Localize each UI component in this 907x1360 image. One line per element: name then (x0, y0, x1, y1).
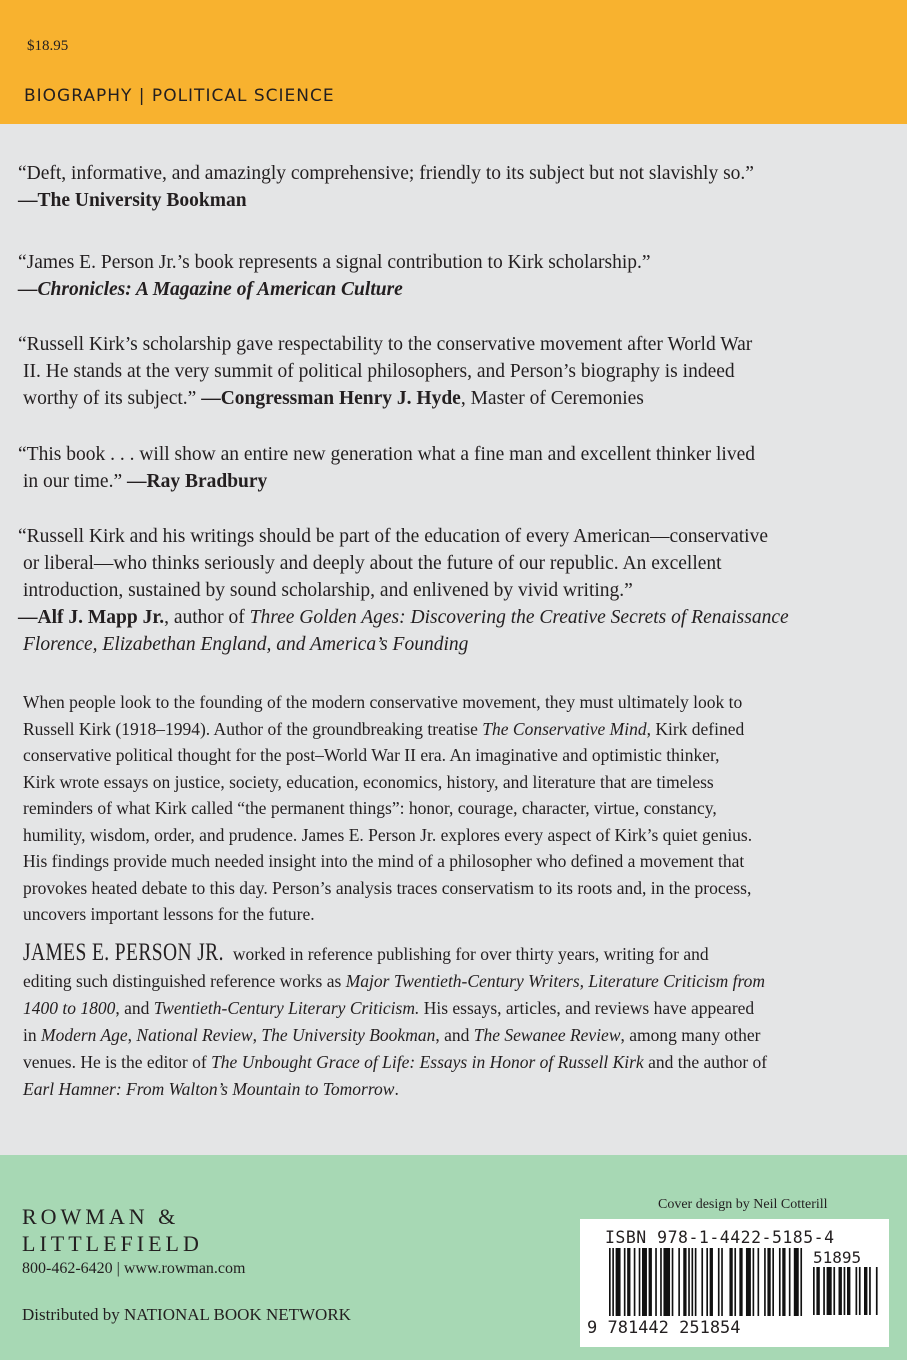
review-quote (18, 160, 754, 214)
quote-attribution: —Congressman Henry J. Hyde (201, 388, 461, 409)
bio-line: editing such distinguished reference works as (23, 971, 346, 991)
cover-credit: Cover design by Neil Cotterill (658, 1197, 828, 1212)
barcode (607, 1248, 803, 1320)
category-band (0, 0, 907, 124)
barcode-bar (655, 1248, 657, 1316)
work-title: The Unbought Grace of Life: Essays in Honor of Russell Kirk (211, 1052, 644, 1072)
barcode-bar (663, 1248, 670, 1316)
barcode-bar (833, 1267, 835, 1315)
barcode-bar (695, 1248, 697, 1316)
barcode-bar (649, 1248, 652, 1316)
quote-text: “Deft, informative, and amazingly comprehensive; friendly to its subject but not slavishly so.” (18, 163, 754, 184)
publisher-name: LITTLEFIELD (22, 1231, 203, 1256)
barcode-bar (856, 1267, 858, 1315)
barcode-bar (869, 1267, 871, 1315)
quote-attribution-role: , author of (164, 607, 250, 628)
publisher-logo (22, 1203, 203, 1257)
back-cover-content (0, 124, 907, 1155)
quote-attribution-role: , Master of Ceremonies (460, 388, 644, 409)
barcode-bar (746, 1248, 751, 1316)
barcode-bar (772, 1248, 774, 1316)
book-title: The Conservative Mind (482, 718, 647, 739)
barcode-bar (758, 1248, 760, 1316)
barcode-bar (639, 1248, 641, 1316)
description-line: provokes heated debate to this day. Person’s analysis traces conservatism to its roots and, in the process, (23, 877, 752, 898)
barcode-bar (876, 1267, 878, 1315)
barcode-bar (612, 1248, 614, 1316)
description-line: When people look to the founding of the modern conservative movement, they must ultimately look to (23, 692, 743, 712)
quote-text: II. He stands at the very summit of political philosophers, and Person’s biography is indeed (23, 361, 735, 382)
bio-line: His essays, articles, and reviews have appeared (419, 998, 755, 1018)
review-quote (18, 441, 755, 495)
author-name: JAMES E. PERSON JR. (23, 939, 224, 966)
description-line: Russell Kirk (1918–1994). Author of the groundbreaking treatise (23, 718, 483, 739)
barcode-bar (616, 1248, 621, 1316)
description-line: , Kirk defined (646, 718, 745, 739)
barcode-bar (767, 1248, 770, 1316)
barcode-bar (706, 1248, 708, 1316)
work-title: Earl Hamner: From Walton’s Mountain to Tomorrow (23, 1079, 395, 1099)
barcode-bar (729, 1248, 732, 1316)
barcode-bar (634, 1248, 636, 1316)
barcode-digits: 9 781442 251854 (587, 1318, 741, 1338)
work-title: 1400 to 1800 (23, 998, 116, 1018)
bio-line: venues. He is the editor of (23, 1052, 212, 1072)
barcode-bar (847, 1267, 850, 1315)
quote-text: “Russell Kirk’s scholarship gave respectability to the conservative movement after World War (18, 334, 753, 355)
barcode-bar (816, 1267, 819, 1315)
barcode-bar (718, 1248, 720, 1316)
quote-text: “This book . . . will show an entire new generation what a fine man and excellent thinker lived (18, 444, 755, 465)
quote-attribution: —Ray Bradbury (126, 471, 268, 492)
quote-text: “James E. Person Jr.’s book represents a signal contribution to Kirk scholarship.” (18, 252, 651, 273)
barcode-bar (753, 1248, 755, 1316)
bio-line: , and (435, 1025, 474, 1045)
barcode-bar (813, 1267, 815, 1315)
book-description (23, 689, 887, 928)
price-barcode (811, 1267, 881, 1317)
barcode-bar (609, 1248, 611, 1316)
barcode-bar (678, 1248, 680, 1316)
description-line: uncovers important lessons for the future. (23, 904, 315, 924)
publisher-name: ROWMAN & (22, 1204, 180, 1229)
barcode-bar (782, 1248, 785, 1316)
work-title: Major Twentieth-Century Writers, Literature Criticism from (345, 971, 766, 991)
category-label: BIOGRAPHY | POLITICAL SCIENCE (24, 86, 335, 106)
bio-line: , among many other (620, 1025, 761, 1045)
isbn-label: ISBN 978-1-4422-5185-4 (605, 1228, 835, 1247)
barcode-bar (859, 1267, 861, 1315)
price-code: 51895 (813, 1248, 862, 1267)
description-line: reminders of what Kirk called “the permanent things”: honor, courage, character, virtue, constancy, (23, 798, 717, 818)
quote-attribution: —Chronicles: A Magazine of American Culture (18, 279, 403, 300)
work-title: National Review (136, 1025, 253, 1045)
author-bio (23, 939, 887, 1103)
quoted-work-title: Three Golden Ages: Discovering the Creative Secrets of Renaissance (249, 607, 789, 628)
quote-text: worthy of its subject.” (23, 388, 197, 409)
quote-text: or liberal—who thinks seriously and deeply about the future of our republic. An excellent (23, 553, 722, 574)
barcode-bar (642, 1248, 647, 1316)
distributor-label: Distributed by NATIONAL BOOK NETWORK (22, 1305, 351, 1324)
work-title: Twentieth-Century Literary Criticism. (153, 998, 420, 1018)
barcode-bar (701, 1248, 703, 1316)
barcode-bar (827, 1267, 832, 1315)
barcode-bar (839, 1267, 842, 1315)
price-label: $18.95 (27, 38, 69, 54)
description-line: humility, wisdom, order, and prudence. James E. Person Jr. explores every aspect of Kirk’s quiet genius. (23, 824, 753, 845)
bio-line: worked in reference publishing for over thirty years, writing for and (228, 944, 709, 964)
quote-attribution: —The University Bookman (18, 190, 247, 211)
bio-line: . (394, 1079, 399, 1099)
barcode-bar (823, 1267, 825, 1315)
work-title: The University Bookman (261, 1025, 436, 1045)
work-title: The Sewanee Review (473, 1025, 621, 1045)
barcode-bar (844, 1267, 846, 1315)
barcode-bar (734, 1248, 736, 1316)
barcode-bar (864, 1267, 867, 1315)
work-title: Modern Age (41, 1025, 128, 1045)
barcode-bar (672, 1248, 674, 1316)
barcode-bar (764, 1248, 766, 1316)
barcode-bar (688, 1248, 690, 1316)
barcode-bar (721, 1248, 723, 1316)
bio-line: , (127, 1025, 137, 1045)
barcode-bar (800, 1248, 802, 1316)
barcode-bar (710, 1248, 713, 1316)
barcode-bar (683, 1248, 686, 1316)
review-quote (18, 523, 789, 658)
description-line: His findings provide much needed insight into the mind of a philosopher who defined a movement that (23, 851, 745, 871)
quote-text: introduction, sustained by sound scholarship, and enlivened by vivid writing.” (23, 580, 633, 601)
quoted-work-title: Florence, Elizabethan England, and America’s Founding (23, 634, 469, 655)
bio-line: in (23, 1025, 41, 1045)
barcode-bar (624, 1248, 626, 1316)
review-quote (18, 331, 752, 412)
description-line: conservative political thought for the post–World War II era. An imaginative and optimistic thinker, (23, 745, 720, 765)
quote-text: “Russell Kirk and his writings should be part of the education of every American—conservative (18, 526, 769, 547)
barcode-bar (789, 1248, 791, 1316)
barcode-bar (627, 1248, 630, 1316)
review-quote (18, 249, 651, 303)
barcode-bar (779, 1248, 781, 1316)
bio-line: , and (115, 998, 154, 1018)
barcode-panel (580, 1219, 889, 1347)
publisher-band (0, 1155, 907, 1360)
quote-attribution: —Alf J. Mapp Jr. (18, 607, 165, 628)
publisher-contact: 800-462-6420 | www.rowman.com (22, 1260, 246, 1277)
quote-text: in our time.” (23, 471, 123, 492)
barcode-bar (692, 1248, 694, 1316)
barcode-bar (660, 1248, 662, 1316)
barcode-bar (739, 1248, 742, 1316)
bio-line: , (252, 1025, 262, 1045)
bio-line: and the author of (643, 1052, 768, 1072)
description-line: Kirk wrote essays on justice, society, education, economics, history, and literature that are timeless (23, 771, 714, 792)
barcode-bar (794, 1248, 799, 1316)
